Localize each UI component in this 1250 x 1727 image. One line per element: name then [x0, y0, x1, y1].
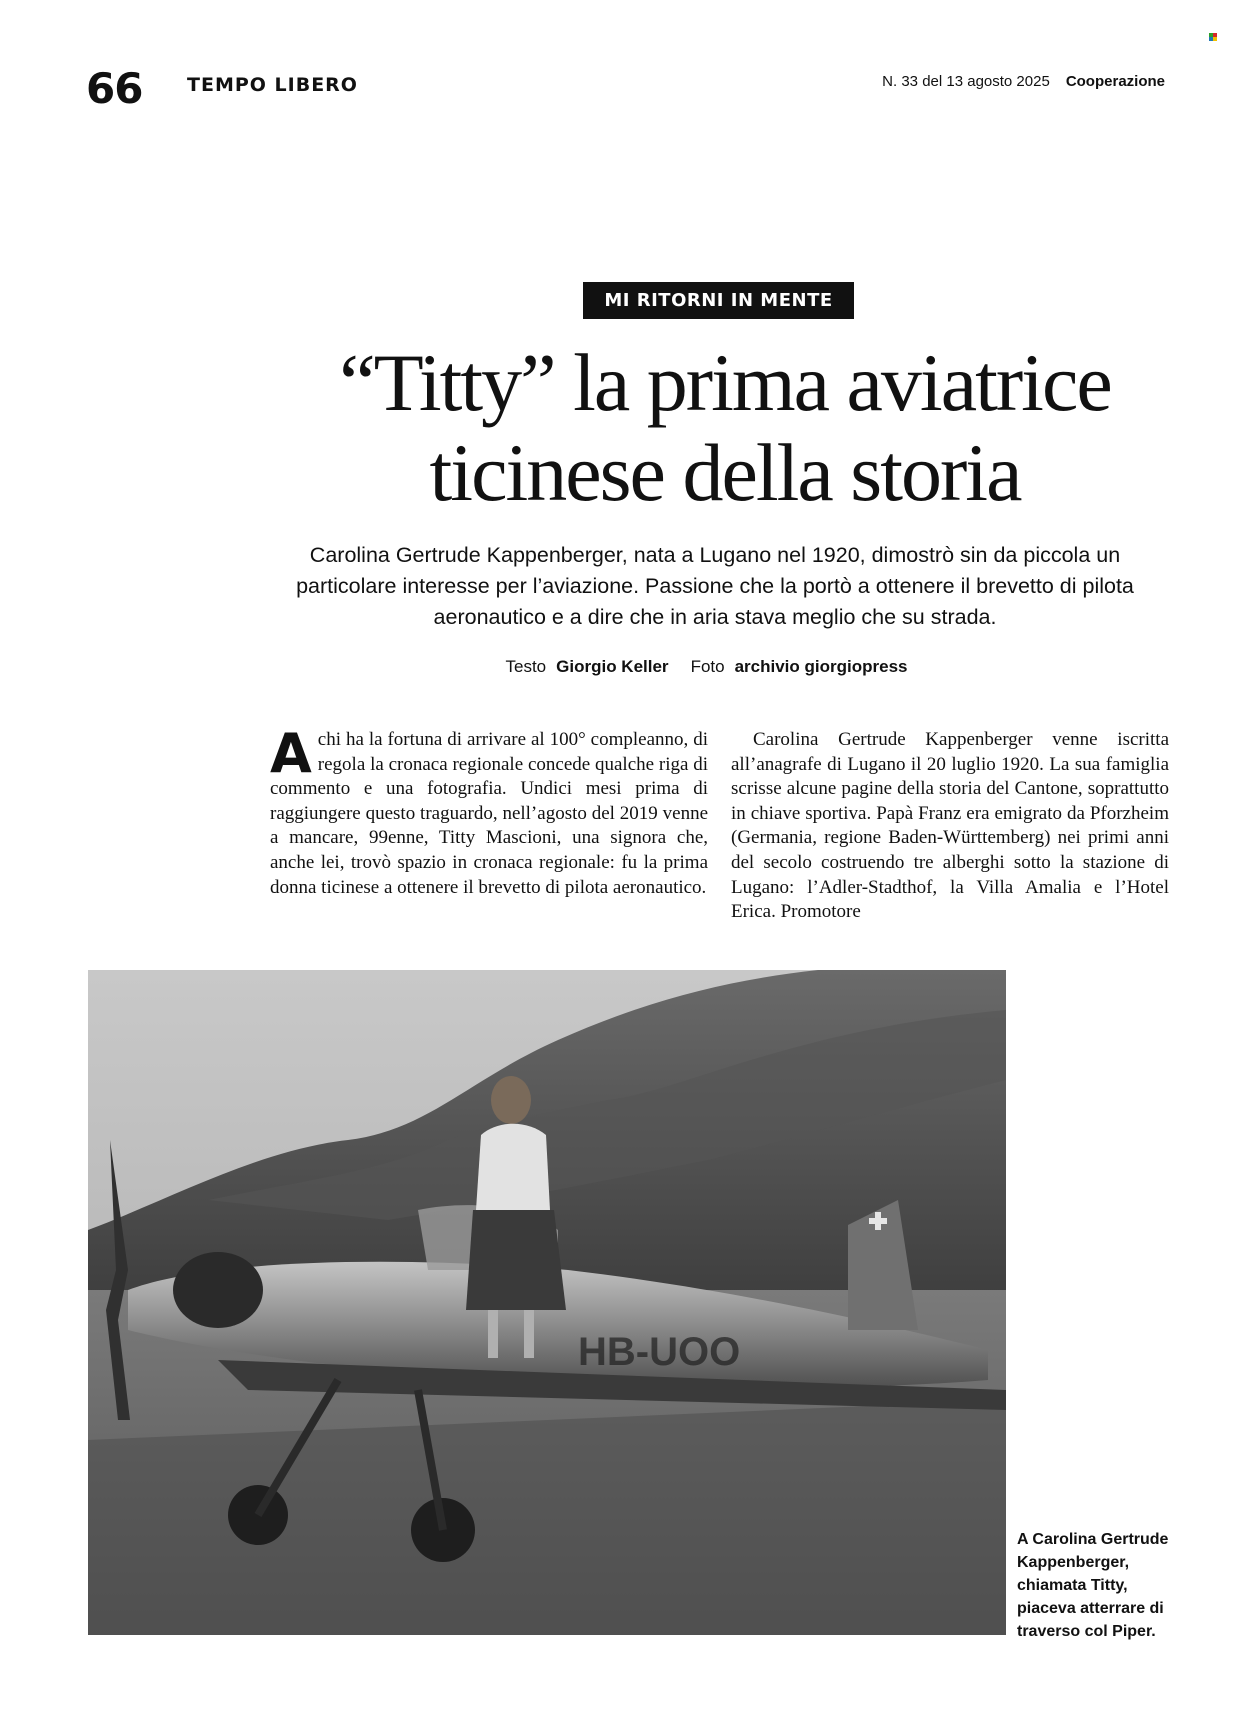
- section-title: TEMPO LIBERO: [187, 74, 358, 96]
- body-column-1-text: chi ha la fortuna di arrivare al 100° compleanno, di regola la cronaca regionale concede qualche riga di commento e una fotografia. Undici mesi prima di raggiungere questo traguardo, nell’agosto del 2019 venne a mancare, 99enne, Titty Mascioni, una signora che, anche lei, trovò spazio in cronaca regionale: fu la prima donna ticinese a ottenere il brevetto di pilota aeronautico.: [270, 729, 708, 898]
- page-number: 66: [86, 64, 143, 113]
- drop-cap: A: [270, 722, 312, 785]
- issue-date: N. 33 del 13 agosto 2025: [882, 73, 1050, 90]
- body-column-1: [270, 722, 708, 900]
- magazine-name: Cooperazione: [1065, 73, 1165, 90]
- standfirst: Carolina Gertrude Kappenberger, nata a Lugano nel 1920, dimostrò sin da piccola un particolare interesse per l’aviazione. Passione che la portò a ottenere il brevetto di pilota aeronautico e a dire che in aria stava meglio che su strada.: [296, 543, 1134, 629]
- headline: [200, 338, 1250, 518]
- photo-field-shadow: [88, 1400, 1006, 1635]
- kicker-label: MI RITORNI IN MENTE: [583, 282, 854, 319]
- photo-registration-label: HB-UOO: [578, 1330, 741, 1374]
- byline-photo-label: Foto: [690, 657, 725, 676]
- byline-text-label: Testo: [505, 657, 547, 676]
- headline-line-1: “Titty” la prima aviatrice: [339, 337, 1111, 428]
- registration-mark-icon: [1209, 33, 1217, 41]
- byline: [0, 657, 1250, 677]
- photo-caption: A Carolina Gertrude Kappenberger, chiamata Titty, piaceva atterrare di traverso col Piper.: [1017, 1531, 1169, 1640]
- issue-info: [882, 73, 1165, 90]
- headline-line-2: ticinese della storia: [429, 427, 1021, 518]
- article-photo: [88, 970, 1006, 1635]
- byline-author: Giorgio Keller: [556, 657, 669, 676]
- byline-photo-source: archivio giorgiopress: [734, 657, 908, 676]
- body-column-2: Carolina Gertrude Kappenberger venne iscritta all’anagrafe di Lugano il 20 luglio 1920. La sua famiglia scrisse alcune pagine della storia del Cantone, soprattutto in chiave sportiva. Papà Franz era emigrato da Pforzheim (Germania, regione Baden-Württemberg) nei primi anni del secolo costruendo tre alberghi sotto la stazione di Lugano: l’Adler-Stadthof, la Villa Amalia e l’Hotel Erica. Promotore: [731, 729, 1169, 923]
